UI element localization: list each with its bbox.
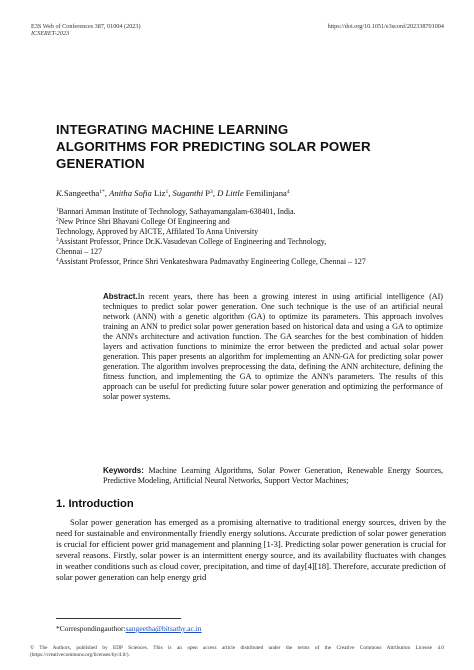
- author-line: K.Sangeetha$^{1*}$, Anitha Sofia Liz$^1$, Suganthi $P^3$, D Little Femilinjana$^4$: [56, 188, 290, 198]
- section-heading: 1. Introduction: [56, 498, 134, 510]
- affiliation-sup: 4: [56, 256, 59, 263]
- author-1-given: K.: [56, 188, 64, 198]
- body-paragraph: Solar power generation has emerged as a promising alternative to traditional energy sources, driven by the need for sustainable and environmentally friendly energy solutions. Accurate prediction of solar power generation is crucial for efficient power grid management and planning [1-3]. Predicting solar power generation is crucial for several reasons. Firstly, solar power is an intermittent energy source, and its availability fluctuates with changes in weather conditions such as cloud cover, precipitation, and time of day[4][18]. Therefore, accurate prediction of solar power generation can help energy grid: [56, 517, 446, 583]
- affiliation-text: Chennai – 127: [56, 246, 103, 256]
- copyright-notice: © The Authors, published by EDP Sciences. This is an open access article distributed under the terms of the Creative Commons Attribution License 4.0 (https://creativecommons.org/licenses/by/4.0/).: [30, 645, 444, 658]
- affiliation-sup: 3: [56, 236, 59, 243]
- paper-title: INTEGRATING MACHINE LEARNING ALGORITHMS FOR PREDICTING SOLAR POWER GENERATION: [56, 122, 371, 172]
- affiliation-line: [56, 247, 446, 257]
- abstract-text: In recent years, there has been a growing interest in using artificial intelligence (AI) techniques to predict solar power generation. One such technique is the use of an artificial neural network (ANN) with a genetic algorithm (GA) to optimize its parameters. This approach involves training an ANN to predict solar power generation based on historical data and using a GA to optimize the ANN's architecture and activation function. The GA searches for the best combination of hidden layers and activation functions to minimize the error between the predicted and actual solar power generation. This paper presents an algorithm for implementing an ANN-GA for predicting solar power generation. The algorithm involves preprocessing the data, defining the ANN architecture, defining the fitness function, and implementing the GA to optimize the ANN's parameters. The results of this approach can be useful for predicting future solar power generation and optimizing the performance of solar power systems.: [103, 292, 443, 402]
- conference-id: ICSERET-2023: [31, 30, 70, 38]
- journal-line: E3S Web of Conferences 387, 01004 (2023): [31, 23, 141, 30]
- author-4: [217, 188, 290, 198]
- affiliation-sup: 1: [56, 207, 59, 213]
- affiliation-text: Assistant Professor, Prince Dr.K.Vasudevan College of Engineering and Technology,: [58, 236, 327, 246]
- footnote-rule: [56, 618, 181, 619]
- abstract: [103, 292, 443, 403]
- author-2-family: Liz: [154, 188, 166, 198]
- author-2-given: Anitha Sofia: [109, 188, 152, 198]
- affiliations: [56, 207, 446, 266]
- keywords-label: Keywords:: [103, 466, 144, 475]
- doi-link[interactable]: https://doi.org/10.1051/e3sconf/202338701004: [327, 23, 444, 30]
- keywords: [103, 466, 443, 486]
- affiliation-sup: 2: [56, 216, 59, 223]
- author-1-sup: 1*: [99, 189, 105, 195]
- running-header-left: [31, 23, 141, 38]
- author-4-sup: 4: [286, 189, 290, 195]
- corresponding-email-link[interactable]: sangeetha@bitsathy.ac.in: [125, 624, 202, 633]
- author-1-family: Sangeetha: [63, 188, 100, 198]
- author-1: [56, 188, 105, 198]
- affiliation-line: [56, 217, 446, 227]
- affiliation-line: [56, 227, 446, 237]
- footnote-label: *Correspondingauthor:: [56, 624, 126, 633]
- affiliation-text: Assistant Professor, Prince Shri Venkateshwara Padmavathy Engineering College, Chennai – 127: [58, 256, 366, 266]
- affiliation-text: Bannari Amman Institute of Technology, Sathayamangalam-638401, India.: [58, 207, 296, 216]
- author-4-family: Femilinjana: [245, 188, 287, 198]
- author-3-sup: 3: [210, 189, 213, 195]
- author-4-given: D Little: [217, 188, 244, 198]
- author-3-family: P: [205, 188, 211, 198]
- keywords-text: Machine Learning Algorithms, Solar Power Generation, Renewable Energy Sources, Predictive Modeling, Artificial Neural Networks, Support Vector Machines;: [103, 466, 443, 486]
- abstract-label: Abstract.: [103, 292, 138, 301]
- author-3-given: Suganthi: [172, 188, 204, 198]
- author-2-sup: 1: [165, 189, 169, 195]
- affiliation-text: New Prince Shri Bhavani College Of Engineering and: [58, 216, 230, 226]
- affiliation-line: [56, 257, 446, 267]
- footnote: [56, 624, 202, 633]
- author-3: [173, 188, 213, 198]
- affiliation-line: [56, 207, 446, 217]
- author-2: [109, 188, 168, 198]
- affiliation-text: Technology, Approved by AICTE, Affilated To Anna University: [56, 226, 259, 236]
- affiliation-line: [56, 237, 446, 247]
